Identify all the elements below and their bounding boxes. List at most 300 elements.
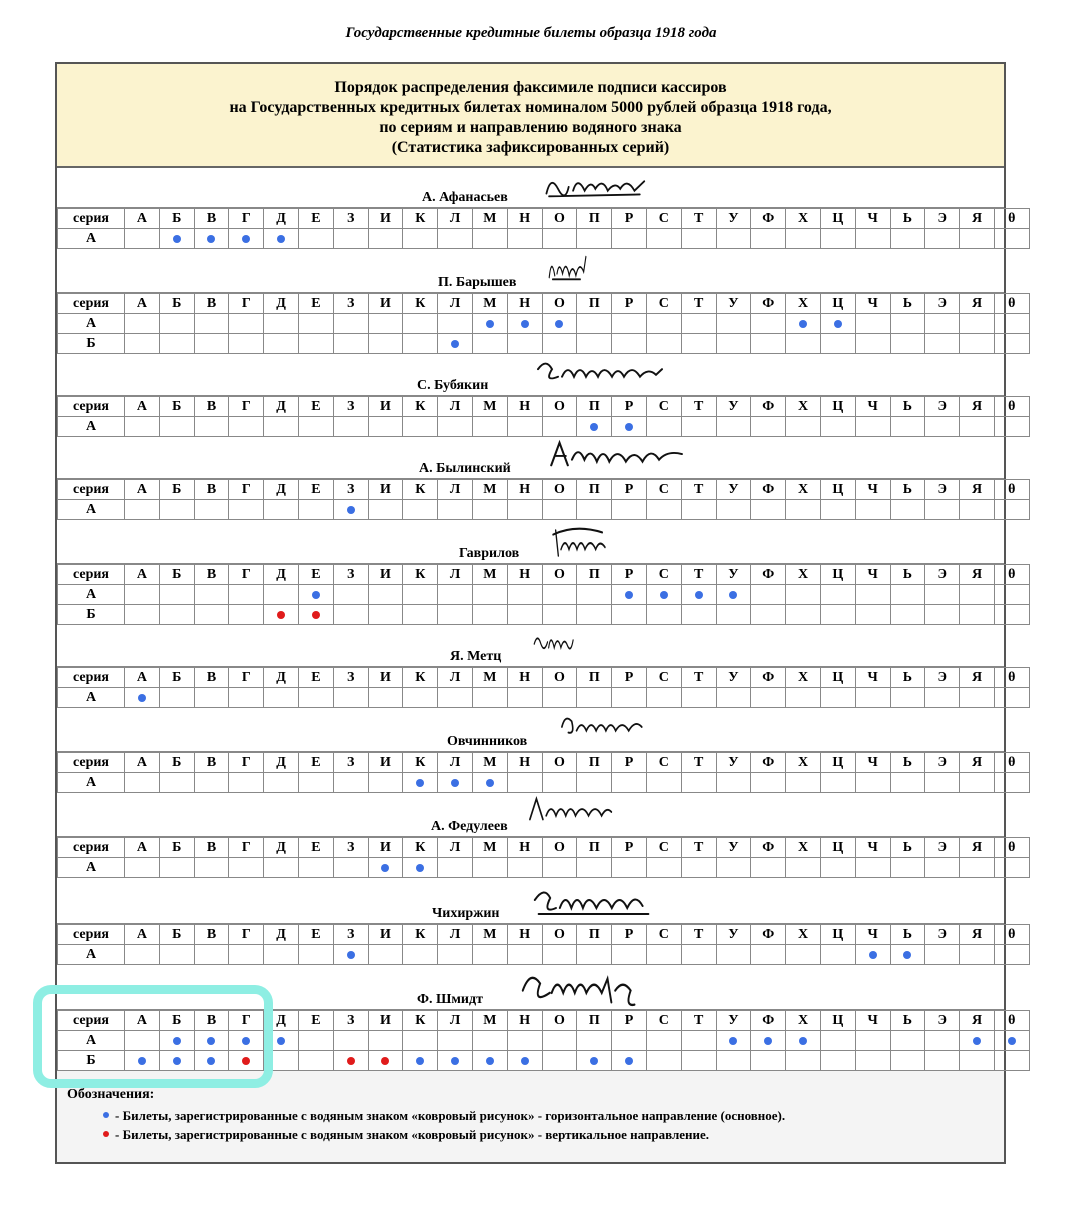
page-title: Государственные кредитные билеты образца 1918 года [345,25,717,41]
grid-cell [333,1051,368,1071]
grid-cell [333,858,368,878]
letter-header: В [194,838,229,858]
grid-cell [298,314,333,334]
letter-header: И [368,753,403,773]
letter-header: О [542,925,577,945]
blue-dot-marker [590,423,598,431]
series-label: серия [58,480,125,500]
grid-cell [264,773,299,793]
letter-header: Ф [751,753,786,773]
grid-cell [786,858,821,878]
grid-cell [751,229,786,249]
signature-facsimile-image [542,170,662,202]
grid-cell [229,314,264,334]
grid-cell [229,605,264,625]
grid-cell [716,585,751,605]
grid-cell [264,688,299,708]
letter-header: Д [264,565,299,585]
grid-cell [229,1051,264,1071]
letter-header: Л [438,1011,473,1031]
grid-cell [646,858,681,878]
letter-header: К [403,565,438,585]
letter-header: П [577,294,612,314]
blue-dot-marker [869,951,877,959]
blue-dot-marker [521,1057,529,1065]
letter-header: М [472,397,507,417]
grid-cell [403,945,438,965]
blue-dot-marker [277,235,285,243]
letter-header: Т [681,397,716,417]
letter-header: Я [960,294,995,314]
grid-cell [159,585,194,605]
grid-cell [403,1031,438,1051]
grid-cell [716,945,751,965]
header-line-1: Порядок распределения факсимиле подписи кассиров [334,79,727,96]
letter-header: Н [507,209,542,229]
grid-header-row [58,1011,1030,1031]
grid-cell [125,945,160,965]
letter-header: О [542,1011,577,1031]
cashier-section [57,965,1016,1071]
letter-header: О [542,668,577,688]
grid-cell [925,585,960,605]
grid-cell [994,688,1029,708]
grid-cell [960,229,995,249]
grid-cell [368,500,403,520]
grid-cell [612,417,647,437]
grid-cell [855,229,890,249]
cashier-section [57,354,1016,437]
cashier-section [57,520,1016,625]
letter-header: θ [994,838,1029,858]
grid-cell [855,605,890,625]
grid-cell [994,773,1029,793]
letter-header: Б [159,294,194,314]
series-grid [57,752,1030,793]
grid-cell [612,858,647,878]
letter-header: Ь [890,668,925,688]
letter-header: С [646,397,681,417]
grid-cell [159,1031,194,1051]
blue-dot-marker [173,1057,181,1065]
grid-cell [507,1051,542,1071]
grid-cell [890,500,925,520]
series-label: серия [58,397,125,417]
grid-cell [681,773,716,793]
letter-header: А [125,925,160,945]
grid-cell [229,945,264,965]
letter-header: П [577,480,612,500]
letter-header: М [472,668,507,688]
letter-header: Д [264,1011,299,1031]
grid-cell [925,858,960,878]
letter-header: θ [994,753,1029,773]
series-letter: А [58,417,125,437]
letter-header: Б [159,397,194,417]
grid-cell [159,945,194,965]
grid-cell [577,500,612,520]
grid-cell [646,688,681,708]
grid-cell [159,605,194,625]
letter-header: Г [229,480,264,500]
letter-header: С [646,753,681,773]
grid-cell [681,1051,716,1071]
letter-header: Т [681,480,716,500]
letter-header: Ц [820,753,855,773]
blue-dot-marker [486,1057,494,1065]
letter-header: Д [264,838,299,858]
grid-cell [368,858,403,878]
blue-dot-marker [729,1037,737,1045]
grid-cell [577,945,612,965]
grid-cell [472,605,507,625]
grid-cell [125,1031,160,1051]
grid-cell [298,229,333,249]
grid-cell [542,858,577,878]
grid-cell [577,417,612,437]
grid-cell [438,858,473,878]
cashier-name: П. Барышев [438,275,517,290]
blue-dot-marker [799,320,807,328]
letter-header: З [333,480,368,500]
letter-header: З [333,209,368,229]
blue-dot-marker [625,591,633,599]
grid-cell [820,500,855,520]
grid-cell [994,1031,1029,1051]
grid-cell [646,314,681,334]
letter-header: А [125,480,160,500]
letter-header: И [368,397,403,417]
series-label: серия [58,838,125,858]
grid-cell [786,688,821,708]
cashier-name: Овчинников [447,734,528,749]
grid-cell [507,585,542,605]
grid-cell [542,1031,577,1051]
grid-cell [960,585,995,605]
grid-cell [925,417,960,437]
grid-cell [925,1031,960,1051]
grid-cell [229,229,264,249]
cashier-name: А. Афанасьев [422,190,508,205]
grid-cell [542,314,577,334]
blue-dot-marker [347,506,355,514]
grid-cell [194,605,229,625]
series-grid [57,396,1030,437]
red-dot-marker [242,1057,250,1065]
grid-cell [298,773,333,793]
letter-header: Ф [751,480,786,500]
grid-cell [994,1051,1029,1071]
grid-cell [298,500,333,520]
letter-header: Ч [855,397,890,417]
series-grid [57,667,1030,708]
grid-header-row [58,753,1030,773]
series-label: серия [58,209,125,229]
letter-header: Я [960,925,995,945]
grid-cell [368,773,403,793]
series-grid [57,1010,1030,1071]
grid-cell [890,1051,925,1071]
grid-cell [786,585,821,605]
grid-cell [125,417,160,437]
grid-cell [159,314,194,334]
grid-cell [751,688,786,708]
grid-cell [159,500,194,520]
letter-header: О [542,209,577,229]
letter-header: Д [264,925,299,945]
grid-cell [507,229,542,249]
grid-cell [716,314,751,334]
grid-cell [646,605,681,625]
grid-cell [403,1051,438,1071]
letter-header: Ц [820,565,855,585]
grid-cell [472,500,507,520]
grid-cell [890,229,925,249]
grid-cell [403,688,438,708]
grid-cell [577,334,612,354]
grid-cell [890,945,925,965]
letter-header: З [333,925,368,945]
blue-dot-marker [173,1037,181,1045]
letter-header: П [577,565,612,585]
grid-cell [472,773,507,793]
letter-header: Х [786,397,821,417]
grid-cell [646,585,681,605]
cashier-name-bar [57,249,1004,293]
grid-cell [472,1051,507,1071]
grid-cell [994,314,1029,334]
blue-dot-marker [173,235,181,243]
letter-header: К [403,753,438,773]
grid-cell [159,773,194,793]
grid-cell [716,229,751,249]
header-line-3: по сериям и направлению водяного знака [379,119,682,136]
grid-cell [681,500,716,520]
grid-cell [229,334,264,354]
series-label: серия [58,668,125,688]
series-row [58,773,1030,793]
series-letter: А [58,688,125,708]
grid-cell [612,500,647,520]
letter-header: Н [507,294,542,314]
series-row [58,858,1030,878]
series-row [58,1051,1030,1071]
grid-cell [577,1051,612,1071]
letter-header: А [125,209,160,229]
grid-cell [681,334,716,354]
letter-header: Р [612,397,647,417]
letter-header: Р [612,480,647,500]
letter-header: Д [264,209,299,229]
grid-cell [577,688,612,708]
series-row [58,417,1030,437]
cashier-name-bar [57,965,1004,1010]
letter-header: Я [960,209,995,229]
grid-cell [855,314,890,334]
letter-header: Н [507,838,542,858]
letter-header: Ф [751,838,786,858]
grid-cell [820,229,855,249]
letter-header: И [368,925,403,945]
grid-cell [333,417,368,437]
letter-header: М [472,565,507,585]
letter-header: У [716,480,751,500]
letter-header: У [716,565,751,585]
grid-cell [125,585,160,605]
cashier-name: С. Бубякин [417,378,489,393]
grid-cell [229,1031,264,1051]
letter-header: Ц [820,294,855,314]
letter-header: Ь [890,838,925,858]
grid-cell [542,605,577,625]
letter-header: М [472,753,507,773]
grid-cell [855,858,890,878]
grid-cell [298,945,333,965]
letter-header: Ф [751,294,786,314]
series-letter: А [58,945,125,965]
letter-header: К [403,294,438,314]
letter-header: Г [229,294,264,314]
cashier-name-bar [57,708,1004,752]
letter-header: У [716,668,751,688]
blue-dot-marker [729,591,737,599]
letter-header: θ [994,209,1029,229]
letter-header: Ф [751,209,786,229]
letter-header: Л [438,668,473,688]
cashier-name: Ф. Шмидт [417,992,483,1007]
grid-cell [368,945,403,965]
grid-cell [264,585,299,605]
red-dot-marker [312,611,320,619]
grid-cell [716,334,751,354]
grid-cell [194,314,229,334]
letter-header: θ [994,294,1029,314]
grid-cell [229,585,264,605]
letter-header: М [472,294,507,314]
series-row [58,1031,1030,1051]
letter-header: И [368,480,403,500]
letter-header: Д [264,753,299,773]
grid-cell [472,688,507,708]
grid-cell [681,858,716,878]
letter-header: Э [925,397,960,417]
legend-text-blue: - Билеты, зарегистрированные с водяным знаком «ковровый рисунок» - горизонтальное направление (основное). [115,1108,786,1123]
series-label: серия [58,1011,125,1031]
grid-cell [368,605,403,625]
letter-header: Ц [820,925,855,945]
series-label: серия [58,294,125,314]
blue-dot-marker [312,591,320,599]
grid-cell [820,688,855,708]
letter-header: Ь [890,1011,925,1031]
grid-cell [194,417,229,437]
grid-cell [438,688,473,708]
grid-cell [438,1051,473,1071]
grid-cell [507,773,542,793]
grid-cell [472,314,507,334]
grid-cell [368,334,403,354]
letter-header: Х [786,565,821,585]
grid-cell [751,1051,786,1071]
blue-dot-marker [903,951,911,959]
grid-cell [298,585,333,605]
grid-cell [751,334,786,354]
letter-header: В [194,668,229,688]
letter-header: И [368,668,403,688]
grid-cell [194,945,229,965]
letter-header: θ [994,480,1029,500]
letter-header: Ф [751,565,786,585]
grid-cell [890,858,925,878]
grid-cell [403,314,438,334]
signature-facsimile-image [545,439,685,471]
cashier-name-bar [57,878,1004,924]
grid-cell [612,605,647,625]
letter-header: Д [264,397,299,417]
letter-header: Э [925,209,960,229]
grid-cell [577,605,612,625]
letter-header: К [403,838,438,858]
grid-cell [994,945,1029,965]
grid-cell [786,417,821,437]
cashier-section [57,437,1016,520]
grid-cell [333,229,368,249]
letter-header: Е [298,480,333,500]
letter-header: Ч [855,480,890,500]
grid-cell [820,585,855,605]
series-row [58,945,1030,965]
letter-header: О [542,565,577,585]
letter-header: Э [925,1011,960,1031]
grid-cell [438,500,473,520]
letter-header: Т [681,925,716,945]
grid-cell [612,585,647,605]
letter-header: З [333,397,368,417]
grid-cell [438,1031,473,1051]
grid-cell [194,688,229,708]
blue-dot-marker [486,320,494,328]
grid-cell [925,773,960,793]
grid-cell [960,417,995,437]
series-grid [57,924,1030,965]
series-row [58,500,1030,520]
cashier-name-bar [57,354,1004,396]
letter-header: Е [298,925,333,945]
letter-header: И [368,1011,403,1031]
grid-cell [472,229,507,249]
grid-cell [925,1051,960,1071]
letter-header: В [194,565,229,585]
letter-header: С [646,668,681,688]
grid-cell [125,500,160,520]
cashier-name-bar [57,793,1004,837]
letter-header: Х [786,838,821,858]
grid-cell [960,1031,995,1051]
grid-cell [507,417,542,437]
letter-header: Х [786,753,821,773]
grid-cell [646,334,681,354]
blue-dot-marker [1008,1037,1016,1045]
grid-cell [159,229,194,249]
series-grid [57,564,1030,625]
grid-cell [472,945,507,965]
grid-cell [438,945,473,965]
grid-cell [403,500,438,520]
grid-cell [751,605,786,625]
blue-dot-marker [207,235,215,243]
grid-cell [403,858,438,878]
grid-cell [438,773,473,793]
